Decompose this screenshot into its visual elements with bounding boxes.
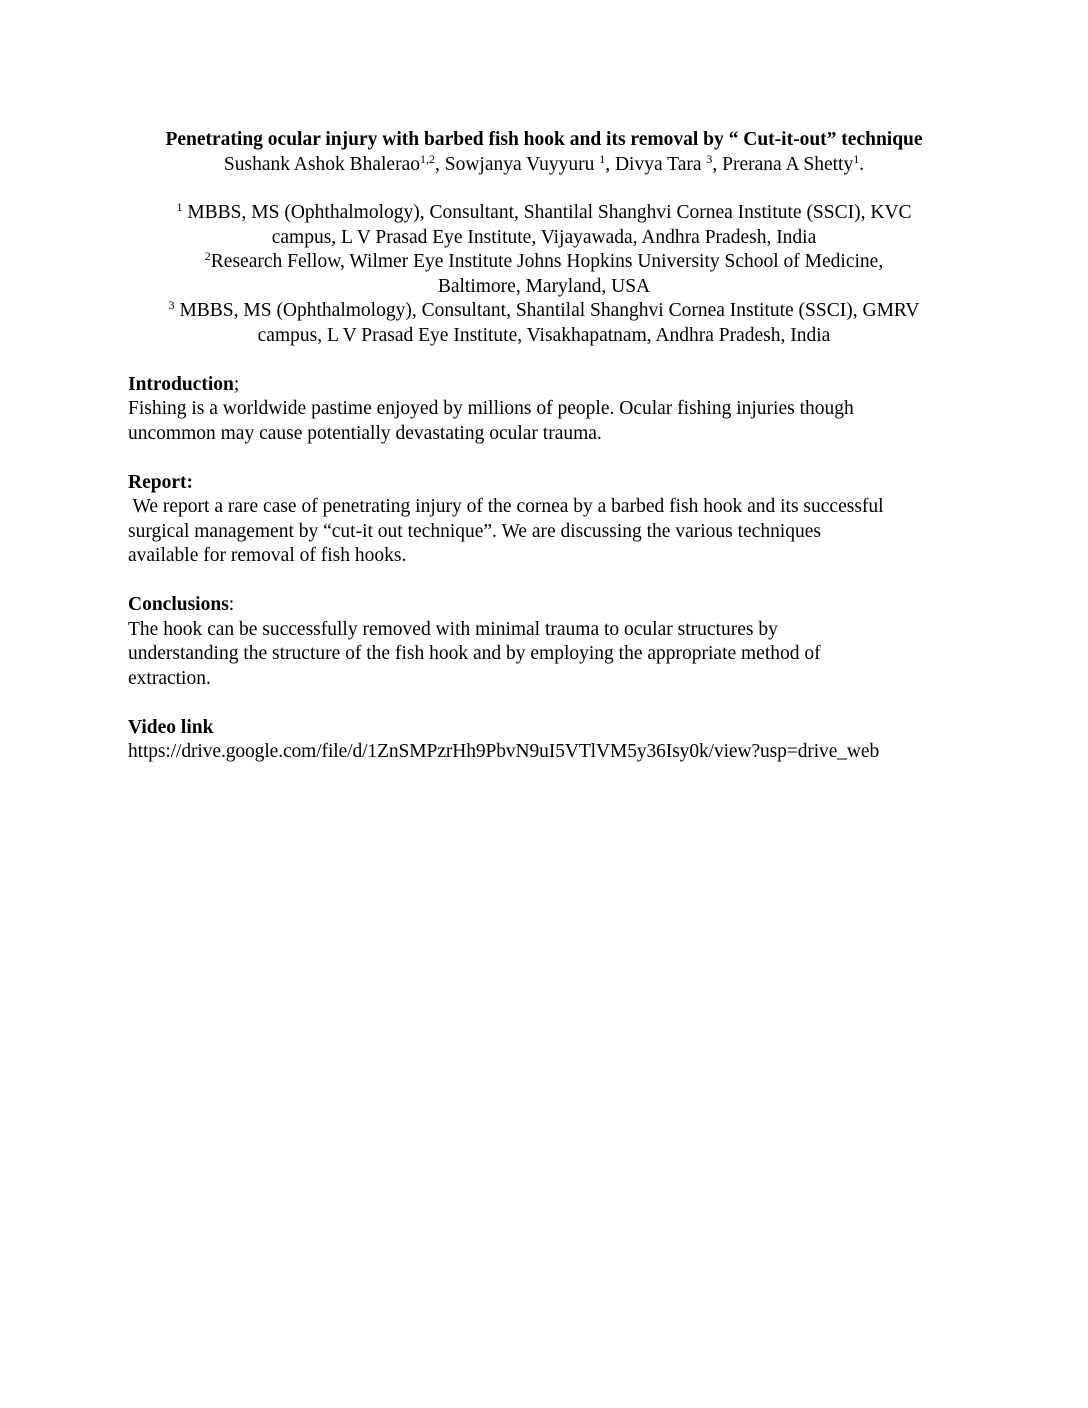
author-affiliation-mark: 1,2 <box>420 151 435 166</box>
section-heading: Introduction <box>128 373 234 395</box>
paragraph-line: The hook can be successfully removed with minimal trauma to ocular structures by <box>128 618 778 640</box>
author-separator: , <box>712 153 723 175</box>
author-separator: , <box>605 153 615 175</box>
report-section <box>128 471 960 569</box>
paragraph-line: uncommon may cause potentially devastating ocular trauma. <box>128 422 602 444</box>
affiliation-3-line-1 <box>128 299 960 324</box>
paragraph-line: surgical management by “cut-it out technique”. We are discussing the various techniques <box>128 520 822 542</box>
report-heading <box>128 471 960 496</box>
conclusions-section <box>128 593 960 691</box>
affiliation-3-line-2: campus, L V Prasad Eye Institute, Visakhapatnam, Andhra Pradesh, India <box>257 324 831 346</box>
section-heading: Report: <box>128 471 193 493</box>
affiliation-mark: 3 <box>168 298 175 312</box>
affiliation-mark: 1 <box>176 200 183 214</box>
affiliation-1-line-2: campus, L V Prasad Eye Institute, Vijayawada, Andhra Pradesh, India <box>271 226 817 248</box>
author-name: Sushank Ashok Bhalerao <box>223 153 420 175</box>
introduction-heading <box>128 373 960 398</box>
affiliation-list <box>128 201 960 348</box>
conclusions-heading <box>128 593 960 618</box>
author-affiliation-mark: 3 <box>706 151 713 166</box>
affiliation-text: MBBS, MS (Ophthalmology), Consultant, Shantilal Shanghvi Cornea Institute (SSCI), GMRV <box>174 300 920 321</box>
video-section <box>128 716 960 765</box>
section-heading: Video link <box>128 716 214 738</box>
affiliation-2-line-2: Baltimore, Maryland, USA <box>437 275 651 297</box>
paper-title: Penetrating ocular injury with barbed fish hook and its removal by “ Cut-it-out” technique <box>165 129 923 150</box>
paragraph-line: understanding the structure of the fish hook and by employing the appropriate method of <box>128 643 821 664</box>
paragraph-line: We report a rare case of penetrating injury of the cornea by a barbed fish hook and its successful <box>128 496 884 517</box>
paragraph-line: available for removal of fish hooks. <box>128 545 407 566</box>
affiliation-2-line-1 <box>128 250 960 275</box>
author-list <box>128 153 960 178</box>
author-name: Sowjanya Vuyyuru <box>444 153 600 175</box>
video-heading <box>128 716 960 741</box>
affiliation-1-line-1 <box>128 201 960 226</box>
affiliation-text: Research Fellow, Wilmer Eye Institute Johns Hopkins University School of Medicine, <box>210 251 884 272</box>
affiliation-text: MBBS, MS (Ophthalmology), Consultant, Shantilal Shanghvi Cornea Institute (SSCI), KVC <box>182 202 912 223</box>
author-separator: , <box>435 153 445 175</box>
author-separator: . <box>859 153 865 175</box>
heading-punctuation: : <box>228 594 235 615</box>
introduction-section <box>128 373 960 447</box>
section-heading: Conclusions <box>128 594 229 615</box>
paragraph-line: extraction. <box>128 667 211 689</box>
paragraph-line: Fishing is a worldwide pastime enjoyed by millions of people. Ocular fishing injuries though <box>128 398 854 419</box>
author-affiliation-mark: 1 <box>599 151 606 166</box>
affiliation-mark: 2 <box>204 249 211 263</box>
author-name: Divya Tara <box>614 153 707 175</box>
author-name: Prerana A Shetty <box>722 153 854 175</box>
document-page <box>128 128 960 765</box>
heading-punctuation: ; <box>233 373 240 395</box>
video-link[interactable]: https://drive.google.com/file/d/1ZnSMPzrHh9PbvN9uI5VTlVM5y36Isy0k/view?usp=drive_web <box>128 741 880 762</box>
author-affiliation-mark: 1 <box>853 151 860 166</box>
